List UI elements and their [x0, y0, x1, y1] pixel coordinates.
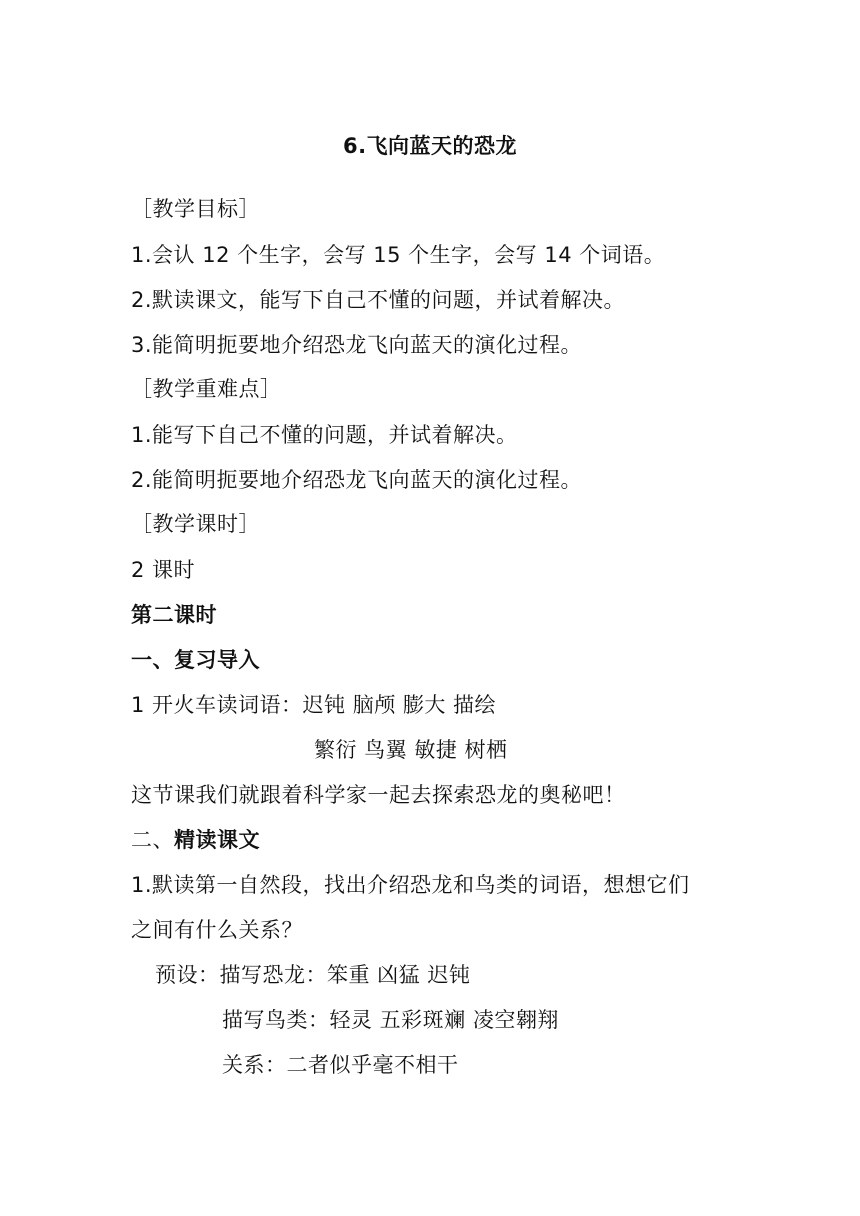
section1-heading: 一、复习导入: [131, 648, 260, 672]
objective-item-3: 3.能简明扼要地介绍恐龙飞向蓝天的演化过程。: [131, 333, 583, 357]
class-hours-value: 2 课时: [131, 558, 196, 582]
key-point-item-2: 2.能简明扼要地介绍恐龙飞向蓝天的演化过程。: [131, 468, 583, 492]
class-hours-heading: ［教学课时］: [131, 512, 260, 536]
preset-dino-text: 描写恐龙：笨重 凶猛 迟钝: [219, 963, 471, 987]
preset-dino-row: [155, 959, 470, 991]
document-title: 6.飞向蓝天的恐龙: [342, 134, 518, 158]
objective-item-1: 1.会认 12 个生字，会写 15 个生字，会写 14 个词语。: [131, 243, 666, 267]
preset-bird-text: 描写鸟类：轻灵 五彩斑斓 凌空翱翔: [222, 1008, 559, 1032]
key-point-item-1: 1.能写下自己不懂的问题，并试着解决。: [131, 423, 518, 447]
review-words-line: 1 开火车读词语：迟钝 脑颅 膨大 描绘: [131, 693, 497, 717]
section2-heading-main: 精读课文: [174, 828, 260, 852]
section2-heading-prefix: 二、: [131, 828, 174, 852]
objective-item-2: 2.默读课文，能写下自己不懂的问题，并试着解决。: [131, 288, 626, 312]
question-1-line-2: 之间有什么关系？: [131, 918, 303, 942]
objectives-heading: ［教学目标］: [131, 197, 260, 221]
intro-sentence: 这节课我们就跟着科学家一起去探索恐龙的奥秘吧！: [131, 783, 626, 807]
section2-heading: [131, 824, 260, 856]
lesson-heading: 第二课时: [131, 603, 217, 627]
question-1-line-1: 1.默读第一自然段，找出介绍恐龙和鸟类的词语，想想它们: [131, 873, 690, 897]
review-words-line-2: 繁衍 鸟翼 敏捷 树栖: [314, 738, 508, 762]
preset-label: 预设：: [155, 963, 220, 987]
preset-relation-text: 关系：二者似乎毫不相干: [222, 1053, 459, 1077]
key-points-heading: ［教学重难点］: [131, 377, 282, 401]
